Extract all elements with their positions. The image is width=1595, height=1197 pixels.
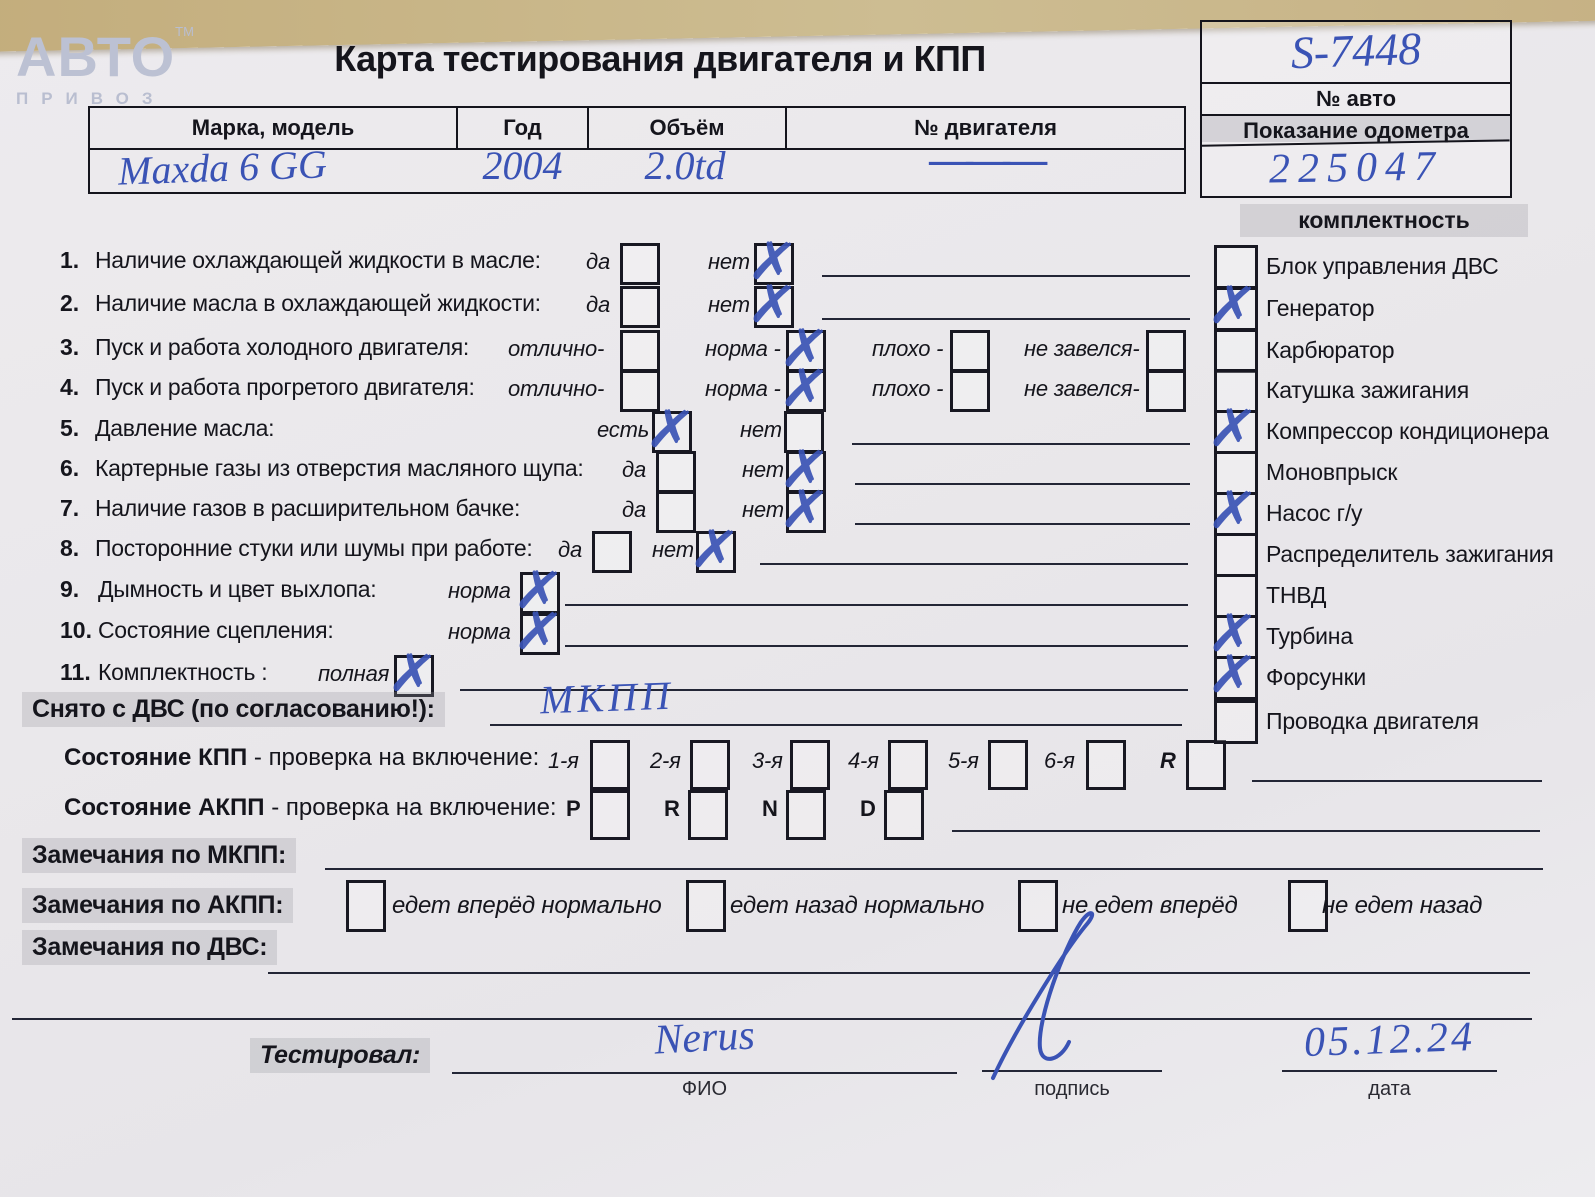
answer-line (490, 724, 1182, 726)
vehicle-table (88, 106, 1186, 194)
checkbox-yes (592, 531, 632, 573)
akpp-label-p: P (566, 796, 581, 821)
item-label: Посторонние стуки или шумы при работе: (95, 535, 533, 561)
equipment-label-monoinjection: Моновпрыск (1266, 459, 1398, 485)
item-label: Картерные газы из отверстия масляного щупа: (95, 455, 584, 481)
gear-label-4: 4-я (848, 748, 879, 773)
signature-label: подпись (1034, 1078, 1110, 1100)
answer-line (565, 645, 1188, 647)
gear-checkbox-6 (1086, 740, 1126, 790)
option-label-yes: да (622, 457, 646, 482)
fio-line (452, 1072, 957, 1074)
remarks-dvs-label: Замечания по ДВС: (22, 930, 277, 965)
kpp-label: Состояние КПП (64, 744, 248, 771)
item-label: Пуск и работа прогретого двигателя: (95, 374, 475, 400)
checkbox-excellent (620, 330, 660, 372)
remarks-mkpp-label: Замечания по МКПП: (22, 838, 296, 873)
item-number: 9. (60, 576, 80, 602)
akpp-checkbox-p (590, 790, 630, 840)
gear-label-6: 6-я (1044, 748, 1075, 773)
item-label: Наличие охлаждающей жидкости в масле: (95, 247, 541, 273)
checkbox-yes (620, 243, 660, 285)
label-drives-forward: едет вперёд нормально (392, 892, 662, 919)
label-no-backward: не едет назад (1322, 892, 1483, 919)
logo (16, 24, 194, 109)
item-label: Наличие масла в охлаждающей жидкости: (95, 290, 541, 316)
logo-tm: TM (175, 24, 194, 39)
page-title: Карта тестирования двигателя и КПП (334, 38, 986, 79)
item-label: Комплектность : (98, 659, 268, 685)
option-label-excellent: отлично- (508, 336, 605, 361)
equipment-checkbox-injectors (1214, 656, 1258, 700)
gear-checkbox-4 (888, 740, 928, 790)
equipment-checkbox-carburetor (1214, 329, 1258, 373)
date-label: дата (1368, 1078, 1411, 1100)
option-label-norm: норма (448, 578, 511, 603)
equipment-label-ps-pump: Насос г/у (1266, 500, 1363, 526)
make-value: Maxda 6 GG (117, 141, 328, 194)
item-number: 4. (60, 374, 80, 400)
option-label-yes: да (622, 497, 646, 522)
item-label: Наличие газов в расширительном бачке: (95, 495, 521, 521)
option-label-norm: норма (448, 619, 511, 644)
item-number: 10. (60, 617, 92, 643)
answer-line (565, 604, 1188, 606)
option-label-bad: плохо - (872, 336, 944, 361)
gear-checkbox-2 (690, 740, 730, 790)
equipment-label-carburetor: Карбюратор (1266, 337, 1395, 363)
equipment-label-ignition-coil: Катушка зажигания (1266, 377, 1470, 403)
equipment-label-generator: Генератор (1266, 295, 1375, 321)
checkbox-norm (520, 613, 560, 655)
date-line (1282, 1070, 1497, 1072)
item-number: 11. (60, 659, 91, 685)
checkbox-drives-backward (686, 880, 726, 932)
date-value: 05.12.24 (1303, 1014, 1476, 1066)
gear-label-5: 5-я (948, 748, 979, 773)
option-label-no: нет (742, 497, 784, 522)
option-label-yes: да (586, 249, 610, 274)
option-label-full: полная (318, 661, 390, 686)
item-number: 8. (60, 535, 80, 561)
option-label-no: нет (708, 292, 750, 317)
equipment-checkbox-ac-compressor (1214, 410, 1258, 454)
answer-line (822, 318, 1190, 320)
item-number: 2. (60, 290, 80, 316)
checkbox-nostart (1146, 330, 1186, 372)
item-number: 1. (60, 247, 80, 273)
answer-line (952, 830, 1540, 832)
odometer-label: Показание одометра (1202, 114, 1510, 142)
label-drives-backward: едет назад нормально (730, 892, 985, 919)
gear-checkbox-5 (988, 740, 1028, 790)
option-label-excellent: отлично- (508, 376, 605, 401)
answer-line (1252, 780, 1542, 782)
kpp-label-rest: - проверка на включение: (247, 744, 540, 771)
gear-checkbox-1 (590, 740, 630, 790)
checkbox-full (394, 655, 434, 697)
akpp-checkbox-d-label: D (860, 796, 876, 821)
akpp-checkbox-n (786, 790, 826, 840)
tested-by-label: Тестировал: (250, 1038, 430, 1073)
engine-no-value: ——— (929, 135, 1041, 184)
equipment-label-ac-compressor: Компрессор кондиционера (1266, 418, 1549, 444)
answer-line (852, 443, 1190, 445)
answer-line (760, 563, 1188, 565)
make-header: Марка, модель (191, 115, 355, 140)
checkbox-bad (950, 330, 990, 372)
engine-no-header: № двигателя (785, 108, 1184, 148)
checkbox-norm (786, 370, 826, 412)
checkbox-nostart (1146, 370, 1186, 412)
gear-label-1: 1-я (548, 748, 579, 773)
equipment-checkbox-generator (1214, 287, 1258, 331)
equipment-checkbox-distributor (1214, 533, 1258, 577)
option-label-nostart: не завелся- (1024, 336, 1140, 361)
checkbox-yes (656, 491, 696, 533)
checkbox-present (652, 411, 692, 453)
item-label: Пуск и работа холодного двигателя: (95, 334, 469, 360)
logo-subtext: ПРИВОЗ (16, 89, 166, 108)
gear-label-2: 2-я (650, 748, 681, 773)
option-label-nostart: не завелся- (1024, 376, 1140, 401)
gear-label-3: 3-я (752, 748, 783, 773)
akpp-label-n: N (762, 796, 778, 821)
option-label-no: нет (708, 249, 750, 274)
checkbox-no (696, 531, 736, 573)
volume-header: Объём (587, 108, 785, 148)
gear-checkbox-r (1186, 740, 1226, 790)
year-value: 2004 (482, 143, 563, 188)
answer-line (855, 483, 1190, 485)
option-label-no: нет (742, 457, 784, 482)
akpp-label-rest: - проверка на включение: (264, 794, 557, 821)
auto-number-value: S-7448 (1289, 22, 1422, 79)
option-label-bad: плохо - (872, 376, 944, 401)
option-label-present: есть (597, 417, 650, 442)
answer-line (325, 868, 1543, 870)
equipment-label-turbine: Турбина (1266, 623, 1353, 649)
option-label-no: нет (740, 417, 782, 442)
auto-number-label: № авто (1202, 82, 1510, 112)
option-label-yes: да (558, 537, 582, 562)
checkbox-yes (620, 286, 660, 328)
checkbox-drives-forward (346, 880, 386, 932)
checkbox-yes (656, 451, 696, 493)
checkbox-no (786, 491, 826, 533)
answer-line (822, 275, 1190, 277)
equipment-label-wiring: Проводка двигателя (1266, 708, 1479, 734)
akpp-checkbox-r (688, 790, 728, 840)
akpp-label: Состояние АКПП (64, 794, 265, 821)
gear-checkbox-3 (790, 740, 830, 790)
dvs-answer-line (268, 972, 1530, 974)
year-header: Год (456, 108, 587, 148)
equipment-checkbox-ps-pump (1214, 492, 1258, 536)
akpp-label-r: R (664, 796, 680, 821)
equipment-checkbox-wiring (1214, 700, 1258, 744)
vehicle-id-box (1200, 20, 1512, 198)
equipment-label-tnvd: ТНВД (1266, 582, 1327, 608)
item-number: 3. (60, 334, 80, 360)
equipment-label-distributor: Распределитель зажигания (1266, 541, 1554, 567)
signature-scribble (945, 910, 1135, 1085)
gear-label-r: R (1160, 748, 1176, 773)
option-label-no: нет (652, 537, 694, 562)
item-number: 6. (60, 455, 80, 481)
removed-label: Снято с ДВС (по согласованию!): (22, 692, 445, 727)
answer-line (855, 523, 1190, 525)
akpp-checkbox-d (884, 790, 924, 840)
item-label: Дымность и цвет выхлопа: (98, 576, 377, 602)
label-no-forward: не едет вперёд (1062, 892, 1238, 919)
logo-text: АВТО (16, 25, 176, 88)
item-number: 5. (60, 415, 80, 441)
option-label-norm: норма - (705, 336, 781, 361)
equipment-title: комплектность (1240, 204, 1528, 237)
item-label: Давление масла: (95, 415, 275, 441)
item-number: 7. (60, 495, 80, 521)
fio-label: ФИО (681, 1078, 728, 1100)
volume-value: 2.0td (644, 143, 726, 188)
removed-value: МКПП (539, 672, 675, 723)
item-label: Состояние сцепления: (98, 617, 334, 643)
option-label-yes: да (586, 292, 610, 317)
remarks-akpp-label: Замечания по АКПП: (22, 888, 293, 923)
odometer-value: 225047 (1202, 139, 1511, 196)
equipment-label-ecu: Блок управления ДВС (1266, 253, 1499, 279)
option-label-norm: норма - (705, 376, 781, 401)
equipment-label-injectors: Форсунки (1266, 664, 1367, 690)
checkbox-bad (950, 370, 990, 412)
tester-name-value: Nerus (653, 1012, 756, 1064)
